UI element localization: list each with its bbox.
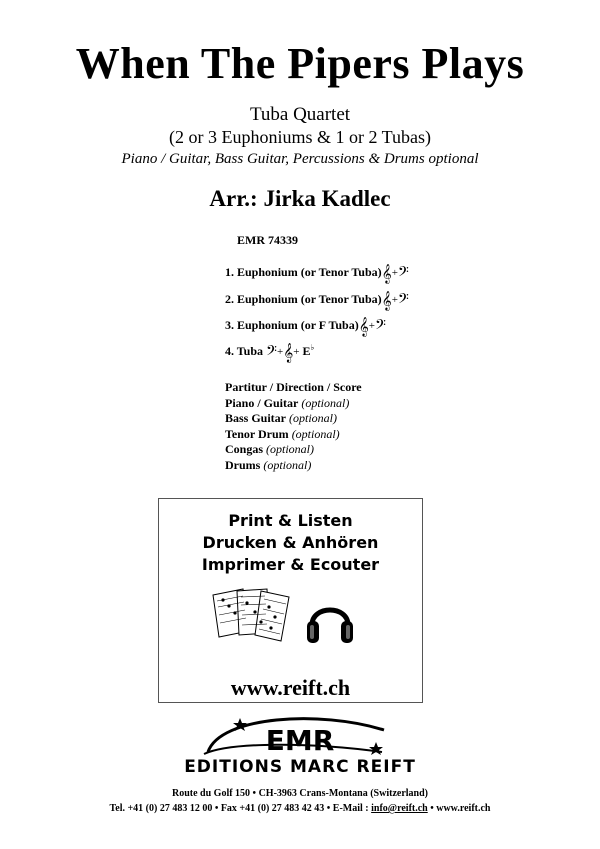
bass-clef-icon: 𝄢 <box>375 317 386 337</box>
list-item: Piano / Guitar (optional) <box>225 395 350 410</box>
part-2: 2. Euphonium (or Tenor Tuba)𝄞+𝄢 <box>225 291 409 311</box>
optional-instruments: Piano / Guitar, Bass Guitar, Percussions & Drums optional <box>121 151 479 167</box>
bass-clef-icon: 𝄢 <box>397 291 409 311</box>
treble-clef-icon: 𝄞 <box>381 291 392 311</box>
emr-logo <box>200 712 390 758</box>
promo-line-1: Print & Listen <box>228 511 353 530</box>
list-item: Drums (optional) <box>225 457 312 472</box>
arranger: Arr.: Jirka Kadlec <box>209 186 391 211</box>
extras-list <box>225 380 362 473</box>
promo-line-2: Drucken & Anhören <box>202 533 379 552</box>
list-item: Tenor Drum (optional) <box>225 426 340 441</box>
catalog-number: EMR 74339 <box>237 233 298 247</box>
sheet-music-icon <box>209 585 295 645</box>
part-4: 4. Tuba 𝄢+𝄞+ E♭ <box>225 343 315 363</box>
email-link[interactable]: info@reift.ch <box>371 803 428 814</box>
headphones-icon <box>305 593 355 649</box>
publisher-contact: Tel. +41 (0) 27 483 12 00 • Fax +41 (0) 27 483 42 43 • E-Mail : info@reift.ch • www.reift.ch <box>109 803 491 814</box>
promo-line-3: Imprimer & Ecouter <box>201 555 380 574</box>
part-label: 2. Euphonium (or Tenor Tuba) <box>225 292 382 306</box>
bass-clef-icon: 𝄢 <box>397 264 409 284</box>
page-title: When The Pipers Plays <box>75 39 525 88</box>
emr-logo-text: EMR <box>265 724 335 757</box>
list-item: Partitur / Direction / Score <box>225 380 362 394</box>
part-label: 3. Euphonium (or F Tuba) <box>225 318 359 332</box>
flat-icon: ♭ <box>310 343 315 352</box>
bass-clef-icon: 𝄢 <box>266 343 277 363</box>
treble-clef-icon: 𝄞 <box>283 343 294 363</box>
part-1: 1. Euphonium (or Tenor Tuba)𝄞+𝄢 <box>225 264 409 284</box>
instrumentation: (2 or 3 Euphoniums & 1 or 2 Tubas) <box>168 127 431 147</box>
part-3: 3. Euphonium (or F Tuba)𝄞+𝄢 <box>225 317 386 337</box>
part-label: 4. Tuba <box>225 344 264 358</box>
treble-clef-icon: 𝄞 <box>358 317 369 337</box>
publisher-name: EDITIONS MARC REIFT <box>184 757 416 777</box>
treble-clef-icon: 𝄞 <box>381 264 392 284</box>
part-label: 1. Euphonium (or Tenor Tuba) <box>225 265 382 279</box>
subtitle: Tuba Quartet <box>249 104 351 125</box>
print-listen-box <box>158 498 423 703</box>
list-item: Congas (optional) <box>225 442 315 456</box>
promo-website: www.reift.ch <box>230 675 351 700</box>
publisher-address: Route du Golf 150 • CH-3963 Crans-Montana (Switzerland) <box>172 788 428 799</box>
list-item: Bass Guitar (optional) <box>225 411 338 425</box>
e-flat-key-label: E <box>302 344 311 358</box>
